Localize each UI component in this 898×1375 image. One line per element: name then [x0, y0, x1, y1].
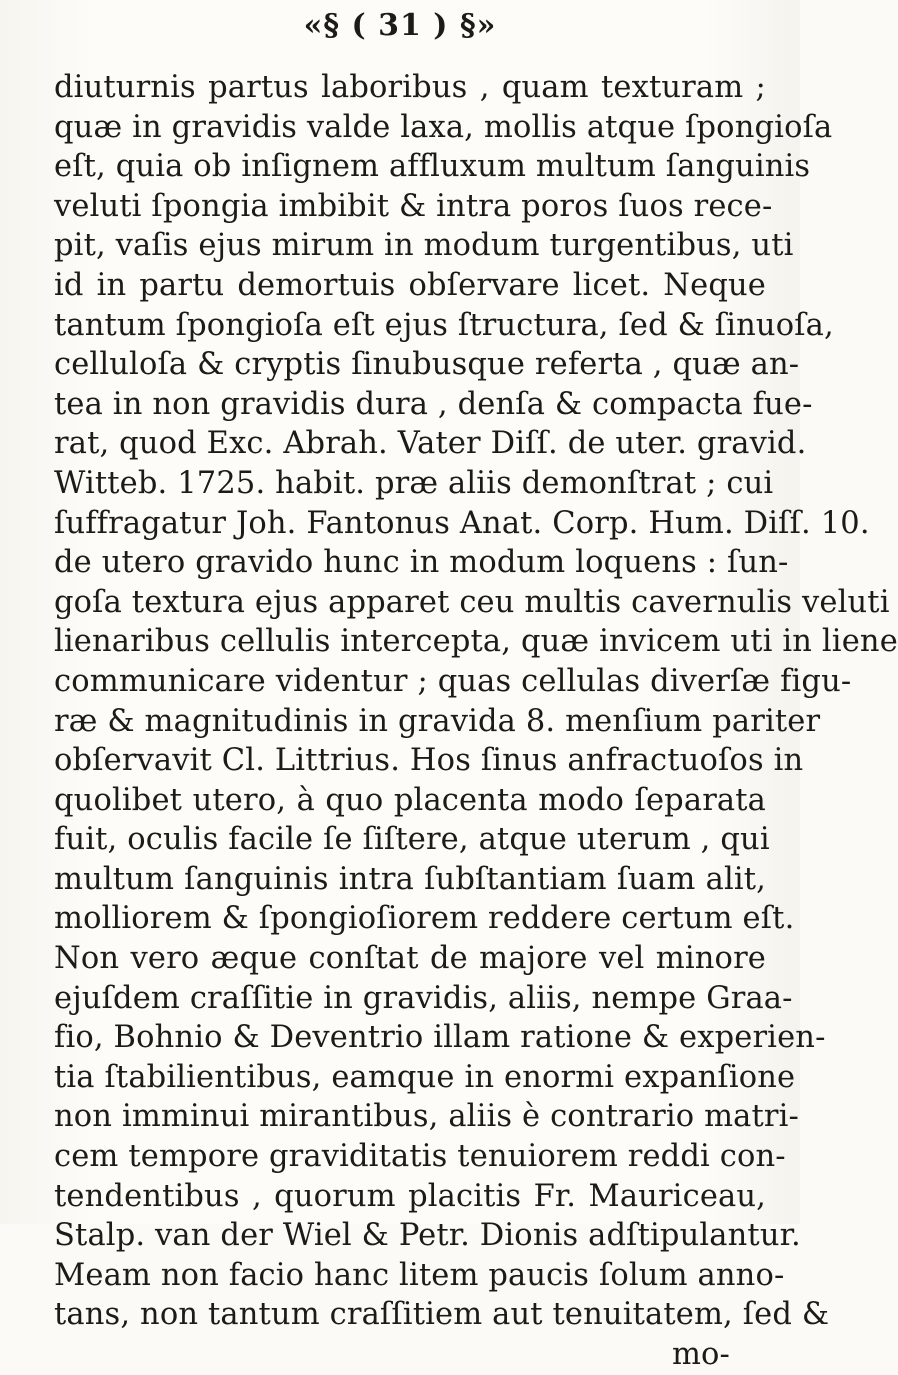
text-line: goſa textura ejus apparet ceu multis cavernulis veluti: [54, 584, 890, 620]
catchword: mo-: [671, 1337, 730, 1372]
text-line: tea in non gravidis dura , denſa & compacta fue-: [54, 386, 813, 422]
text-line: obſervavit Cl. Littrius. Hos ſinus anfractuoſos in: [54, 743, 804, 779]
text-line: eſt, quia ob inſignem affluxum multum ſanguinis: [54, 149, 811, 185]
text-line: ræ & magnitudinis in gravida 8. menſium pariter: [54, 703, 821, 739]
text-line: tendentibus , quorum placitis Fr. Mauriceau,: [54, 1178, 766, 1214]
text-line: rat, quod Exc. Abrah. Vater Diſſ. de uter. gravid.: [54, 426, 807, 462]
text-line: communicare videntur ; quas cellulas diverſæ figu-: [54, 663, 852, 699]
text-line: multum ſanguinis intra ſubſtantiam ſuam alit,: [54, 861, 766, 897]
text-line: de utero gravido hunc in modum loquens : ſun-: [54, 545, 789, 581]
text-line: Stalp. van der Wiel & Petr. Dionis adſtipulantur.: [54, 1218, 801, 1254]
text-line: fuit, oculis facile ſe ſiſtere, atque uterum , qui: [54, 822, 770, 858]
text-line: tantum ſpongioſa eſt ejus ſtructura, ſed & ſinuoſa,: [54, 307, 834, 343]
text-line: Non vero æque conſtat de majore vel minore: [54, 941, 766, 977]
text-line: quolibet utero, à quo placenta modo ſeparata: [54, 782, 766, 818]
text-line: lienaribus cellulis intercepta, quæ invicem uti in liene: [54, 624, 898, 660]
page-header: «§ ( 31 ) §»: [303, 8, 497, 43]
text-line: non imminui mirantibus, aliis è contrario matri-: [54, 1099, 799, 1135]
text-line: Witteb. 1725. habit. præ aliis demonſtrat ; cui: [54, 465, 774, 501]
text-line: id in partu demortuis obſervare licet. Neque: [54, 267, 766, 303]
text-line: pit, vaſis ejus mirum in modum turgentibus, uti: [54, 228, 794, 264]
text-line: quæ in gravidis valde laxa, mollis atque ſpongioſa: [54, 109, 833, 145]
text-line: ejuſdem craſſitie in gravidis, aliis, nempe Graa-: [54, 980, 793, 1016]
text-line: ſuffragatur Joh. Fantonus Anat. Corp. Hum. Diſſ. 10.: [54, 505, 870, 541]
text-line: celluloſa & cryptis ſinubusque referta , quæ an-: [54, 347, 800, 383]
text-line: veluti ſpongia imbibit & intra poros ſuos rece-: [54, 188, 773, 224]
text-line: molliorem & ſpongioſiorem reddere certum eſt.: [54, 901, 795, 937]
body-text: [54, 68, 898, 1375]
text-line: fio, Bohnio & Deventrio illam ratione & experien-: [54, 1020, 826, 1056]
text-line: Meam non facio hanc litem paucis ſolum anno-: [54, 1257, 785, 1293]
text-line: tia ſtabilientibus, eamque in enormi expanſione: [54, 1059, 796, 1095]
text-line: diuturnis partus laboribus , quam texturam ;: [54, 70, 766, 105]
text-line: tans, non tantum craſſitiem aut tenuitatem, ſed &: [54, 1297, 830, 1333]
text-line: cem tempore graviditatis tenuiorem reddi con-: [54, 1139, 786, 1175]
